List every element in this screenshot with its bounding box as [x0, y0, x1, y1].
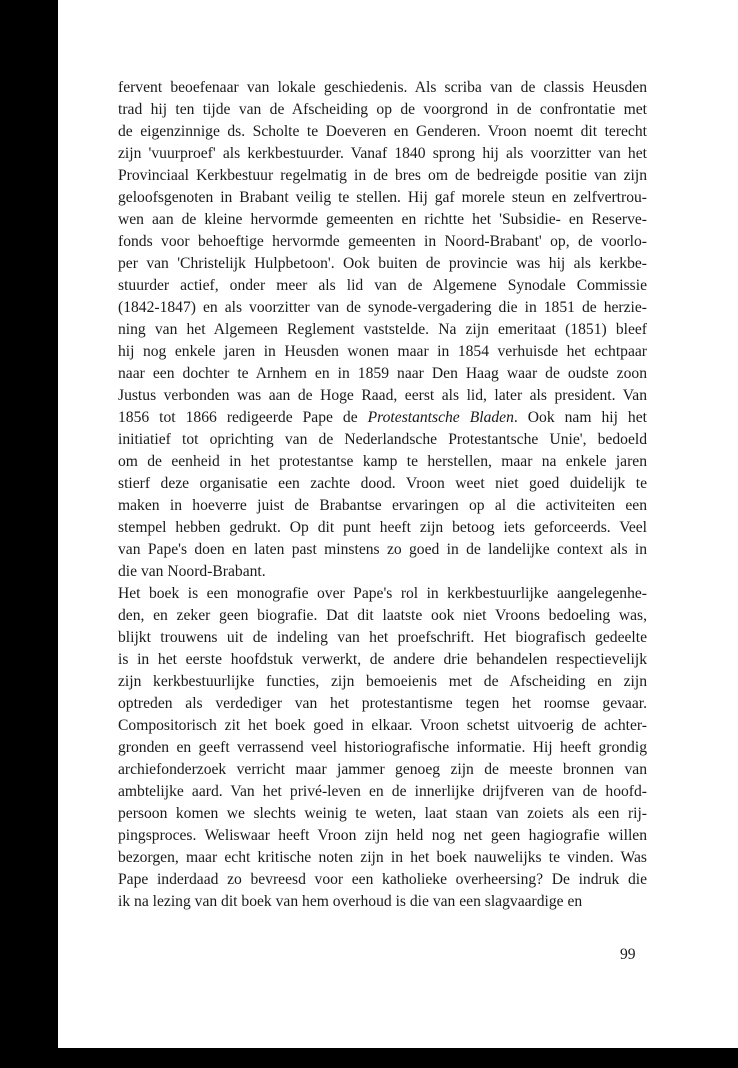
text-segment: geloofsgenoten in Brabant veilig te stellen. Hij gaf morele steun en zelfvertrou-	[118, 189, 647, 206]
text-line	[118, 187, 647, 209]
text-segment: de eigenzinnige ds. Scholte te Doeveren en Genderen. Vroon noemt dit terecht	[118, 123, 647, 140]
text-line	[118, 99, 647, 121]
text-segment: zijn kerkbestuurlijke functies, zijn bemoeienis met de Afscheiding en zijn	[118, 673, 647, 690]
paragraph	[118, 583, 647, 913]
text-segment: fervent beoefenaar van lokale geschiedenis. Als scriba van de classis Heusden	[118, 79, 647, 96]
text-line	[118, 605, 647, 627]
scan-border-bottom	[58, 1048, 738, 1068]
text-segment: wen aan de kleine hervormde gemeenten en richtte het 'Subsidie- en Reserve-	[118, 211, 647, 228]
text-line	[118, 803, 647, 825]
text-segment: Het boek is een monografie over Pape's rol in kerkbestuurlijke aangelegenhe-	[118, 585, 647, 602]
text-segment: naar een dochter te Arnhem en in 1859 naar Den Haag waar de oudste zoon	[118, 365, 647, 382]
text-line	[118, 209, 647, 231]
text-segment: 1856 tot 1866 redigeerde Pape de	[118, 409, 368, 426]
text-segment: archiefonderzoek verricht maar jammer genoeg zijn de meeste bronnen van	[118, 761, 647, 778]
text-segment: trad hij ten tijde van de Afscheiding op de voorgrond in de confrontatie met	[118, 101, 647, 118]
text-segment: Pape inderdaad zo bevreesd voor een katholieke overheersing? De indruk die	[118, 871, 647, 888]
text-line	[118, 649, 647, 671]
text-line	[118, 781, 647, 803]
text-line	[118, 429, 647, 451]
text-line	[118, 143, 647, 165]
text-line	[118, 495, 647, 517]
text-line	[118, 627, 647, 649]
text-line	[118, 297, 647, 319]
text-segment: stierf deze organisatie een zachte dood. Vroon weet niet goed duidelijk te	[118, 475, 647, 492]
text-segment: van Pape's doen en laten past minstens zo goed in de landelijke context als in	[118, 541, 647, 558]
text-segment: maken in hoeverre juist de Brabantse ervaringen op al die activiteiten een	[118, 497, 647, 514]
text-segment: om de eenheid in het protestantse kamp te herstellen, maar na enkele jaren	[118, 453, 647, 470]
text-line	[118, 583, 647, 605]
text-line	[118, 231, 647, 253]
paragraph	[118, 77, 647, 583]
text-segment: die van Noord-Brabant.	[118, 563, 266, 580]
text-line	[118, 77, 647, 99]
text-segment: optreden als verdediger van het protestantisme tegen het roomse gevaar.	[118, 695, 647, 712]
text-line	[118, 121, 647, 143]
text-line	[118, 693, 647, 715]
text-segment: stuurder actief, onder meer als lid van de Algemene Synodale Commissie	[118, 277, 647, 294]
italic-title: Protestantsche Bladen	[367, 409, 514, 426]
text-segment: . Ook nam hij het	[513, 409, 647, 426]
text-segment: hij nog enkele jaren in Heusden wonen maar in 1854 verhuisde het echtpaar	[118, 343, 647, 360]
text-line	[118, 561, 647, 583]
text-line	[118, 385, 647, 407]
text-segment: Justus verbonden was aan de Hoge Raad, eerst als lid, later als president. Van	[118, 387, 647, 404]
text-line	[118, 407, 647, 429]
text-segment: fonds voor behoeftige hervormde gemeenten in Noord-Brabant' op, de voorlo-	[118, 233, 647, 250]
text-line	[118, 473, 647, 495]
text-line	[118, 517, 647, 539]
text-segment: ambtelijke aard. Van het privé-leven en de innerlijke drijfveren van de hoofd-	[118, 783, 647, 800]
scan-border-left	[0, 0, 58, 1068]
text-line	[118, 671, 647, 693]
text-segment: blijkt trouwens uit de indeling van het proefschrift. Het biografisch gedeelte	[118, 629, 647, 646]
text-line	[118, 275, 647, 297]
text-line	[118, 825, 647, 847]
text-line	[118, 341, 647, 363]
text-line	[118, 847, 647, 869]
text-segment: den, en zeker geen biografie. Dat dit laatste ook niet Vroons bedoeling was,	[118, 607, 647, 624]
text-line	[118, 253, 647, 275]
text-line	[118, 451, 647, 473]
text-line	[118, 715, 647, 737]
text-segment: (1842-1847) en als voorzitter van de synode-vergadering die in 1851 de herzie-	[118, 299, 647, 316]
body-text	[118, 77, 647, 913]
text-segment: is in het eerste hoofdstuk verwerkt, de andere drie behandelen respectievelijk	[118, 651, 647, 668]
text-segment: bezorgen, maar echt kritische noten zijn in het boek nauwelijks te vinden. Was	[118, 849, 647, 866]
text-segment: ik na lezing van dit boek van hem overhoud is die van een slagvaardige en	[118, 893, 583, 910]
text-segment: pingsproces. Weliswaar heeft Vroon zijn held nog net geen hagiografie willen	[118, 827, 647, 844]
text-line	[118, 759, 647, 781]
text-segment: Provinciaal Kerkbestuur regelmatig in de bres om de bedreigde positie van zijn	[118, 167, 647, 184]
text-segment: Compositorisch zit het boek goed in elkaar. Vroon schetst uitvoerig de achter-	[118, 717, 647, 734]
text-segment: zijn 'vuurproef' als kerkbestuurder. Vanaf 1840 sprong hij als voorzitter van het	[118, 145, 647, 162]
text-line	[118, 319, 647, 341]
page-number: 99	[620, 946, 636, 963]
text-line	[118, 539, 647, 561]
text-line	[118, 891, 647, 913]
text-segment: ning van het Algemeen Reglement vaststelde. Na zijn emeritaat (1851) bleef	[118, 321, 647, 338]
text-segment: per van 'Christelijk Hulpbetoon'. Ook buiten de provincie was hij als kerkbe-	[118, 255, 647, 272]
text-line	[118, 737, 647, 759]
text-segment: gronden en geeft verrassend veel historiografische informatie. Hij heeft grondig	[118, 739, 647, 756]
text-segment: stempel hebben gedrukt. Op dit punt heeft zijn betoog iets geforceerds. Veel	[118, 519, 647, 536]
text-line	[118, 363, 647, 385]
text-segment: initiatief tot oprichting van de Nederlandsche Protestantsche Unie', bedoeld	[118, 431, 647, 448]
text-line	[118, 165, 647, 187]
text-segment: persoon komen we slechts weinig te weten, laat staan van zoiets als een rij-	[118, 805, 647, 822]
text-line	[118, 869, 647, 891]
